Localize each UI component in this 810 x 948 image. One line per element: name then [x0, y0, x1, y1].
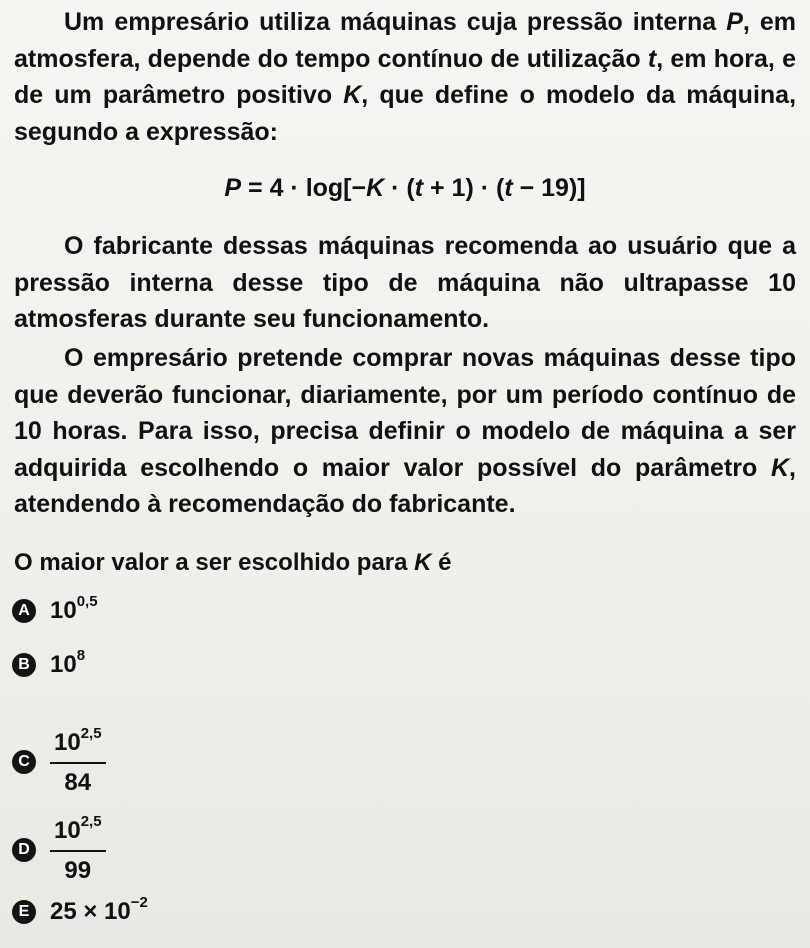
- option-d-num-base: 10: [54, 817, 81, 844]
- paragraph-intro-text-3: , em hora, e de um parâmetro positivo: [14, 44, 796, 109]
- question-text: O maior valor a ser escolhido para: [14, 549, 415, 576]
- option-c[interactable]: [12, 722, 106, 798]
- option-e-value: [50, 894, 148, 926]
- option-a-badge: A: [12, 599, 36, 623]
- paragraph-intro: [14, 4, 796, 150]
- option-c-num-exp: 2,5: [80, 725, 102, 742]
- paragraph-purchase-text-2: , atendendo à recomendação do fabricante.: [14, 453, 796, 518]
- option-e-badge: E: [12, 900, 36, 924]
- option-a-exp: 0,5: [76, 593, 98, 610]
- option-d-fraction: [50, 810, 106, 886]
- option-b-value: [50, 647, 86, 679]
- variable-P: P: [726, 8, 743, 36]
- question-prompt: [14, 546, 452, 580]
- question-K: K: [414, 549, 432, 576]
- formula-t1: t: [414, 174, 424, 202]
- option-e-exp: −2: [130, 894, 148, 911]
- formula-dot: · (: [384, 174, 415, 202]
- paragraph-recommendation-text: O fabricante dessas máquinas recomenda ao usuário que a pressão interna desse tipo de máquina não ultrapasse 10 atmosferas durante seu funcionamento.: [14, 232, 796, 333]
- paragraph-recommendation: [14, 228, 796, 338]
- option-a[interactable]: [12, 593, 98, 625]
- paragraph-purchase-text-1: O empresário pretende comprar novas máquinas desse tipo que deverão funcionar, diariamente, por um período contínuo de 10 horas. Para isso, precisa definir o modelo de máquina a ser adquirida escolhendo o maior valor possível do parâmetro: [14, 344, 796, 482]
- option-d-numerator: [50, 810, 106, 852]
- paragraph-purchase: [14, 340, 796, 523]
- option-e-base: 10: [104, 898, 131, 925]
- formula-t2: t: [504, 174, 513, 202]
- option-c-denominator: 84: [64, 769, 92, 796]
- option-c-num-base: 10: [54, 729, 81, 756]
- option-d-num-exp: 2,5: [80, 813, 102, 830]
- question-end: é: [431, 549, 452, 576]
- option-b[interactable]: [12, 647, 86, 679]
- option-d-denominator: 99: [64, 857, 92, 884]
- variable-t: t: [647, 44, 657, 73]
- paragraph-intro-text-2: , em atmosfera, depende do tempo contínuo de utilização: [14, 8, 796, 73]
- option-e[interactable]: [12, 894, 148, 926]
- formula-eq: = 4 · log[−: [241, 174, 367, 202]
- formula-K: K: [366, 174, 385, 202]
- option-b-badge: B: [12, 653, 36, 677]
- option-b-exp: 8: [76, 647, 86, 664]
- option-b-base: 10: [50, 651, 77, 678]
- option-c-badge: C: [12, 750, 36, 774]
- option-c-fraction: [50, 722, 106, 798]
- formula-P: P: [224, 174, 242, 202]
- variable-K: K: [343, 81, 362, 109]
- variable-K-2: K: [770, 453, 790, 482]
- pressure-formula: [0, 170, 810, 206]
- paragraph-intro-text-4: , que define o modelo da máquina, segundo a expressão:: [14, 81, 797, 146]
- formula-minus: − 19)]: [512, 174, 586, 202]
- paragraph-intro-text-1: Um empresário utiliza máquinas cuja pressão interna: [64, 8, 727, 36]
- formula-plus: + 1) · (: [423, 174, 505, 202]
- option-a-base: 10: [50, 597, 77, 624]
- option-d[interactable]: [12, 810, 106, 886]
- option-c-numerator: [50, 722, 106, 764]
- option-e-mult: 25 ×: [50, 898, 105, 925]
- option-d-badge: D: [12, 838, 36, 862]
- option-a-value: [50, 593, 98, 625]
